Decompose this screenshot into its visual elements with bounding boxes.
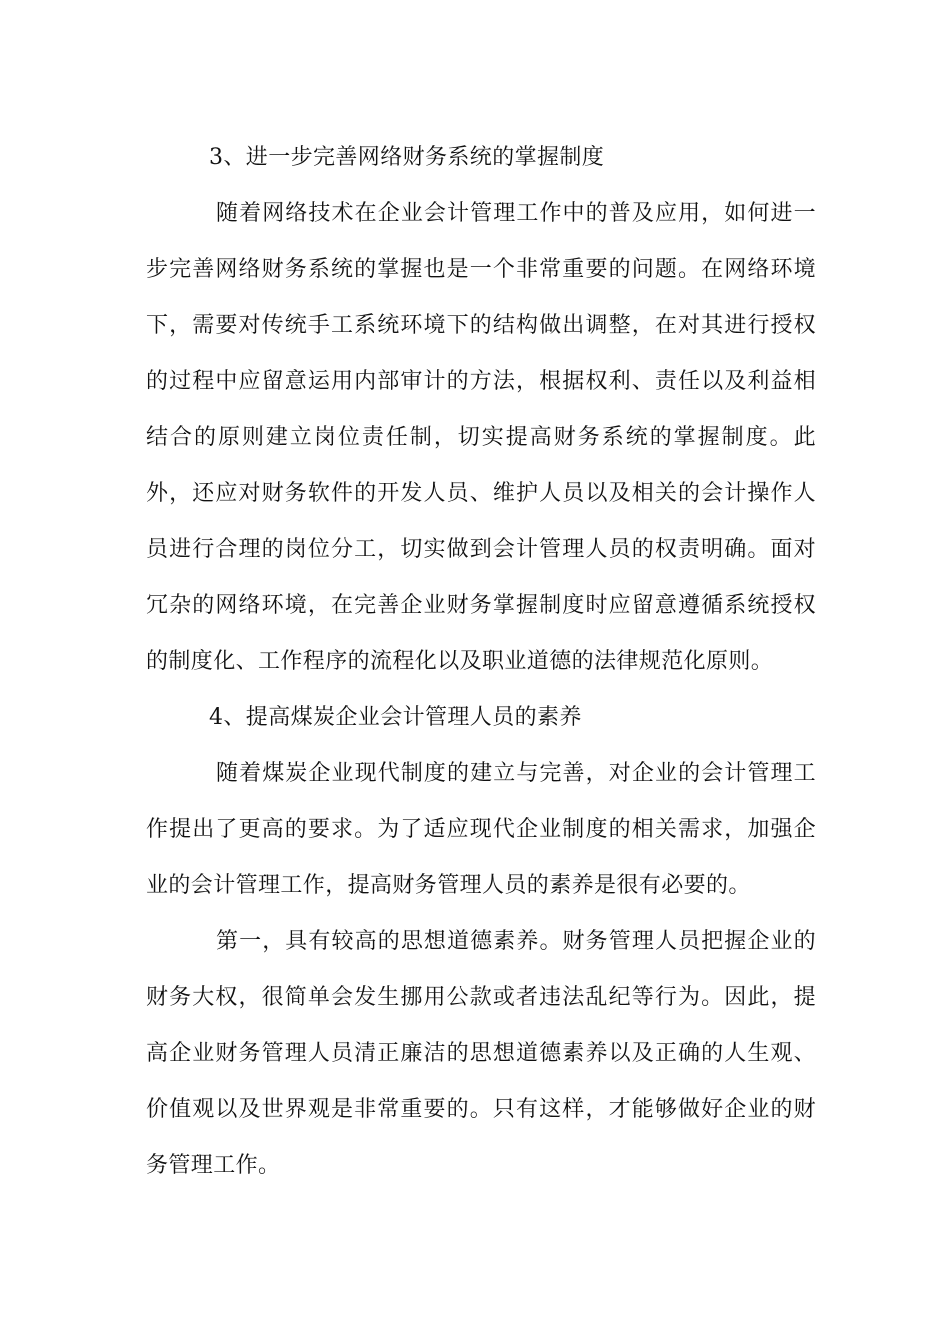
- paragraph-coal-enterprise-requirements: 随着煤炭企业现代制度的建立与完善，对企业的会计管理工作提出了更高的要求。为了适应现代企业制度的相关需求，加强企业的会计管理工作，提高财务管理人员的素养是很有必要的。: [146, 761, 816, 898]
- document-body: [146, 130, 816, 1194]
- paragraph-moral-quality: 第一，具有较高的思想道德素养。财务管理人员把握企业的财务大权，很简单会发生挪用公款或者违法乱纪等行为。因此，提高企业财务管理人员清正廉洁的思想道德素养以及正确的人生观、价值观以及世界观是非常重要的。只有这样，才能够做好企业的财务管理工作。: [146, 929, 816, 1178]
- section-heading-4: 4、提高煤炭企业会计管理人员的素养: [209, 705, 582, 730]
- section-heading-3: 3、进一步完善网络财务系统的掌握制度: [209, 145, 605, 170]
- paragraph-network-finance-control: 随着网络技术在企业会计管理工作中的普及应用，如何进一步完善网络财务系统的掌握也是一个非常重要的问题。在网络环境下，需要对传统手工系统环境下的结构做出调整，在对其进行授权的过程中应留意运用内部审计的方法，根据权利、责任以及利益相结合的原则建立岗位责任制，切实提高财务系统的掌握制度。此外，还应对财务软件的开发人员、维护人员以及相关的会计操作人员进行合理的岗位分工，切实做到会计管理人员的权责明确。面对冗杂的网络环境，在完善企业财务掌握制度时应留意遵循系统授权的制度化、工作程序的流程化以及职业道德的法律规范化原则。: [146, 201, 816, 674]
